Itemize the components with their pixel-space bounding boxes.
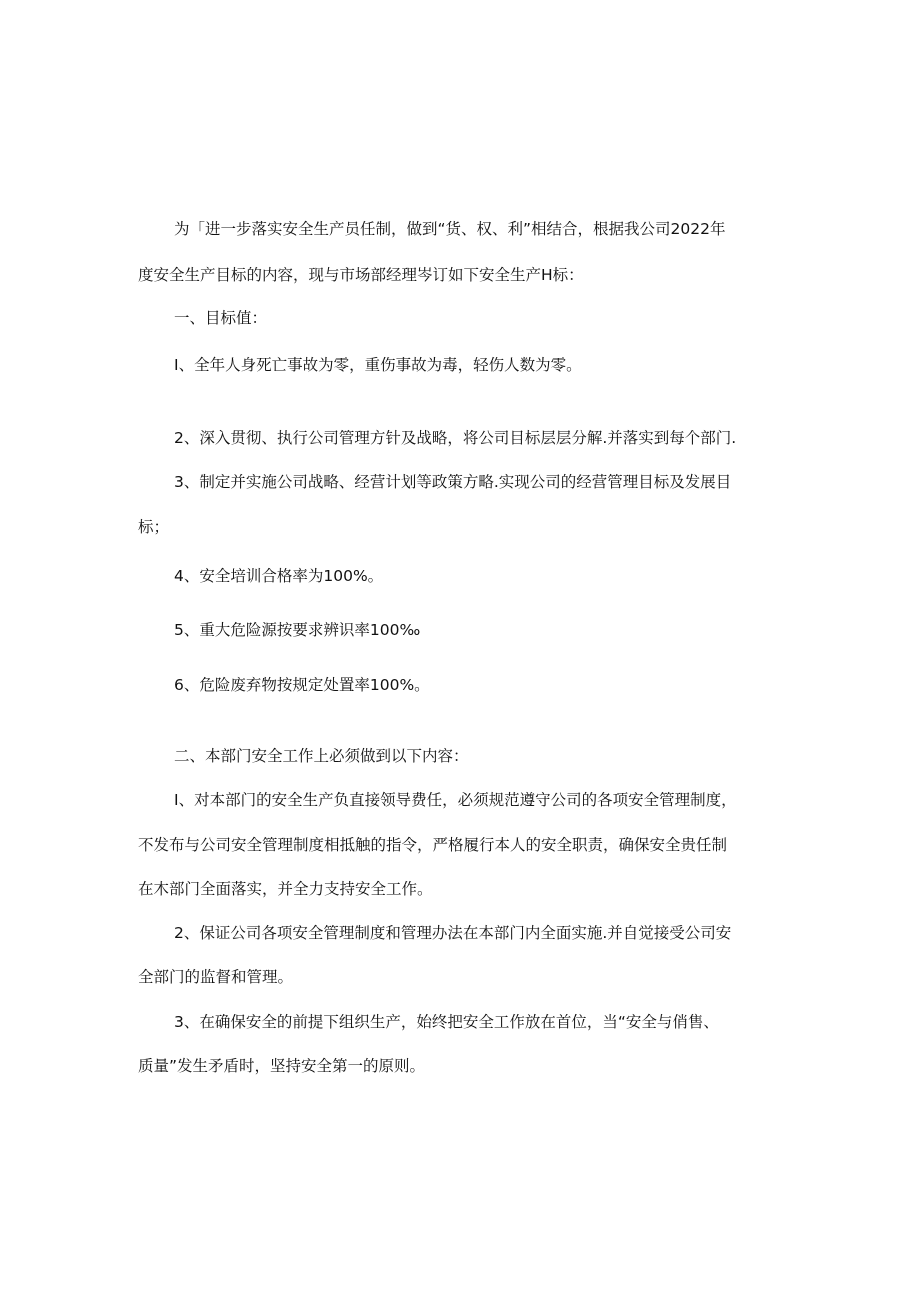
section-1-item-3: 3、制定并实施公司战略、经营计划等政策方略.实现公司的经营管理目标及发展目 [174,473,732,491]
section-1-heading: 一、目标值： [174,309,268,327]
section-2-item-1-cont-1: 不发布与公司安全管理制度相抵触的指令，严格履行本人的安全职责，确保安全贵任制 [138,836,728,854]
section-1-item-3-cont: 标； [138,518,170,536]
section-2-item-1: I、对本部门的安全生产负直接领导费任，必须规范遵守公司的各项安全管理制度， [174,791,737,809]
intro-line-1: 为「进一步落实安全生产员任制，做到“货、权、利”相结合，根据我公司2022年 [174,220,726,238]
section-2-item-2-cont: 全部门的监督和管理。 [138,968,294,986]
section-2-item-1-cont-2: 在木部门全面落实，并全力支持安全工作。 [138,880,433,898]
section-2-item-3-cont: 质量”发生矛盾时，坚持安全第一的原则。 [138,1057,426,1075]
section-2-item-2: 2、保证公司各项安全管理制度和管理办法在本部门内全面实施.并自觉接受公司安 [174,924,732,942]
section-1-item-5: 5、重大危险源按要求辨识率100‰ [174,621,421,639]
section-1-item-6: 6、危险废弃物按规定处置率100%。 [174,676,430,694]
section-2-heading: 二、本部门安全工作上必须做到以下内容： [174,747,469,765]
section-1-item-1: I、全年人身死亡事故为零，重伤事故为毒，轻伤人数为零。 [174,356,582,374]
section-1-item-2: 2、深入贯彻、执行公司管理方针及战略，将公司目标层层分解.并落实到每个部门. [174,429,737,447]
intro-line-2: 度安全生产目标的内容，现与市场部经理岑订如下安全生产H标： [138,266,584,284]
section-1-item-4: 4、安全培训合格率为100%。 [174,567,384,585]
section-2-item-3: 3、在确保安全的前提下组织生产，始终把安全工作放在首位，当“安全与俏售、 [174,1013,719,1031]
